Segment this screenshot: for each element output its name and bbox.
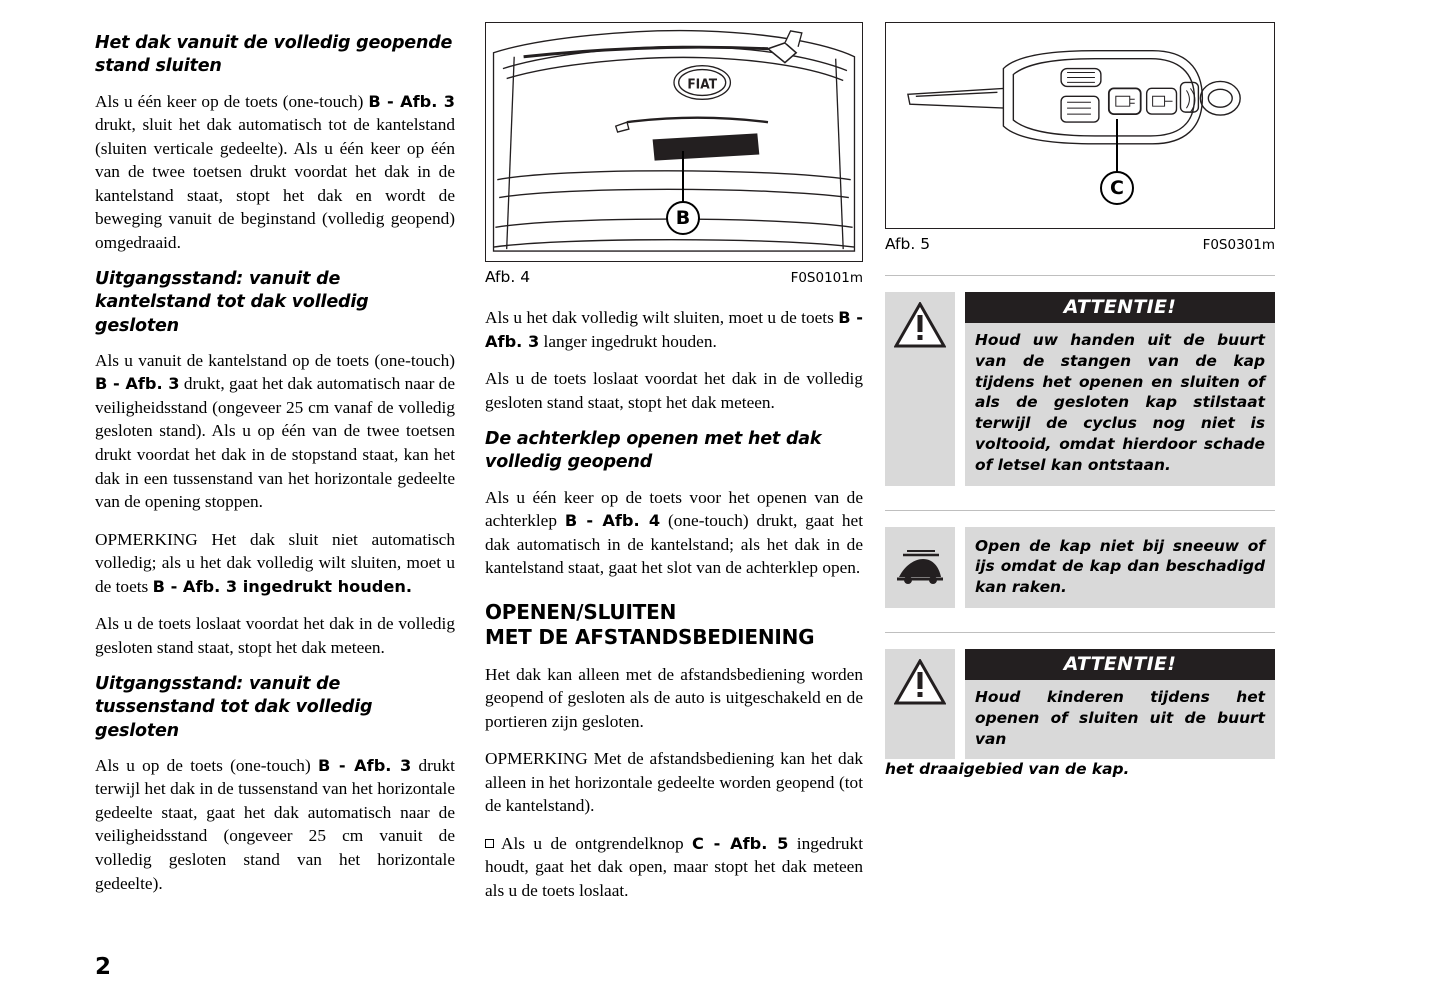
heading-from-intermediate-position: Uitgangsstand: vanuit de tussenstand tot dak volledig gesloten: [95, 674, 373, 741]
col2-paragraph-6: Als u de ontgrendelknop C - Afb. 5 ingedrukt houdt, gaat het dak open, maar stopt het dak meteen als u de toets loslaat.: [485, 833, 863, 900]
paragraph-3-note: OPMERKING Het dak sluit niet automatisch volledig; als u het dak volledig wilt sluiten, moet u de toets B - Afb. 3 ingedrukt houden.: [95, 529, 455, 596]
col2-paragraph-5: OPMERKING Met de afstandsbediening kan het dak alleen in het horizontale gedeelte worden geopend (tot de kantelstand).: [485, 749, 863, 816]
divider-3: [885, 632, 1275, 633]
paragraph-1: Als u één keer op de toets (one-touch) B - Afb. 3 drukt, sluit het dak automatisch tot de kantelstand (sluiten verticale gedeelte). Als u één keer op één van de twee toetsen drukt voordat het dak in de kantelstand staat, stopt het dak en wordt de beweging vanuit de beginstand (volledig geopend) omgedraaid.: [95, 91, 455, 252]
warning-text: Houd uw handen uit de buurt van de stangen van de kap tijdens het openen en sluiten of als de gesloten kap stilstaat terwijl de cyclus nog niet is voltooid, omdat hierdoor schade of letsel kan ontstaan.: [975, 331, 1265, 474]
warning-panel-snow: [965, 527, 1275, 608]
warning-box-children: [885, 649, 1275, 759]
figure-5-illustration: [886, 23, 1274, 228]
warning-box-hands: [885, 292, 1275, 486]
warning-icon-container: [885, 292, 955, 486]
warning-box-snow: [885, 527, 1275, 608]
bullet-square-icon: [485, 839, 494, 848]
warning-panel-children: [965, 649, 1275, 759]
fiat-badge-text: FIAT: [687, 76, 718, 92]
warning-triangle-icon: [894, 302, 946, 348]
col2-paragraph-2: Als u de toets loslaat voordat het dak in de volledig gesloten stand staat, stopt het dak meteen.: [485, 369, 863, 412]
paragraph-2: Als u vanuit de kantelstand op de toets (one-touch) B - Afb. 3 drukt, gaat het dak automatisch naar de veiligheidsstand (ongeveer 25 cm vanaf de volledig gesloten stand). Als u op één van de twee toetsen drukt voordat het dak in de stopstand staat, kan het dak in een tussenstand van het horizontale gedeelte van de opening stoppen.: [95, 350, 455, 512]
callout-b-leader: [682, 151, 684, 203]
heading-open-tailgate: De achterklep openen met het dak volledig geopend: [485, 429, 822, 473]
col2-paragraph-4: Het dak kan alleen met de afstandsbediening worden geopend of gesloten als de auto is uitgeschakeld en de portieren zijn gesloten.: [485, 664, 863, 731]
paragraph-4: Als u de toets loslaat voordat het dak in de volledig gesloten stand staat, stopt het dak meteen.: [95, 614, 455, 657]
page-number: 2: [95, 954, 112, 980]
figure-5-remote-key: [885, 22, 1275, 229]
col2-paragraph-1: Als u het dak volledig wilt sluiten, moet u de toets B - Afb. 3 langer ingedrukt houden.: [485, 308, 863, 351]
warning-icon-container-2: [885, 649, 955, 759]
figure-4-code: F0S0101m: [790, 270, 863, 286]
figure-5-code: F0S0301m: [1202, 237, 1275, 253]
heading-close-from-fully-open: Het dak vanuit de volledig geopende stand sluiten: [95, 33, 453, 77]
callout-b: B: [666, 201, 700, 235]
warning-text-children: Houd kinderen tijdens het openen of sluiten uit de buurt van: [975, 687, 1265, 748]
warning-text-children-overflow: het draaigebied van de kap.: [885, 760, 1130, 779]
column-left: [95, 22, 485, 916]
figure-4-caption: Afb. 4: [485, 268, 531, 286]
figure-5-caption-row: [885, 235, 1275, 253]
figure-5-caption: Afb. 5: [885, 235, 931, 253]
callout-c-leader: [1116, 119, 1118, 173]
column-right: [885, 22, 1275, 916]
divider-2: [885, 510, 1275, 511]
divider-1: [885, 275, 1275, 276]
warning-title: ATTENTIE!: [965, 292, 1275, 323]
warning-title-2: ATTENTIE!: [965, 649, 1275, 680]
col2-paragraph-3: Als u één keer op de toets voor het openen van de achterklep B - Afb. 4 (one-touch) drukt, gaat het dak automatisch in de kantelstand; als het dak in de kantelstand staat, gaat het slot van de achterklep open.: [485, 487, 863, 578]
warning-panel: [965, 292, 1275, 486]
warning-triangle-icon: [894, 659, 946, 705]
convertible-roof-icon: [893, 547, 947, 587]
warning-text-snow: Open de kap niet bij sneeuw of ijs omdat de kap dan beschadigd kan raken.: [975, 536, 1265, 597]
callout-c: C: [1100, 171, 1134, 205]
page-columns: [0, 22, 1445, 916]
column-middle: [485, 22, 885, 916]
paragraph-5: Als u op de toets (one-touch) B - Afb. 3 drukt terwijl het dak in de tussenstand van het horizontale gedeelte staat, gaat het dak automatisch naar de veiligheidsstand (ongeveer 25 cm vanuit de volledig gesloten stand van het horizontale gedeelte).: [95, 755, 455, 893]
roof-icon-container: [885, 527, 955, 608]
heading-from-tilt-position: Uitgangsstand: vanuit de kantelstand tot dak volledig gesloten: [95, 269, 369, 336]
figure-4-caption-row: [485, 268, 863, 286]
figure-4-roof-rear-view: [485, 22, 863, 262]
heading-remote-control-section: OPENEN/SLUITEN MET DE AFSTANDSBEDIENING: [485, 599, 815, 650]
